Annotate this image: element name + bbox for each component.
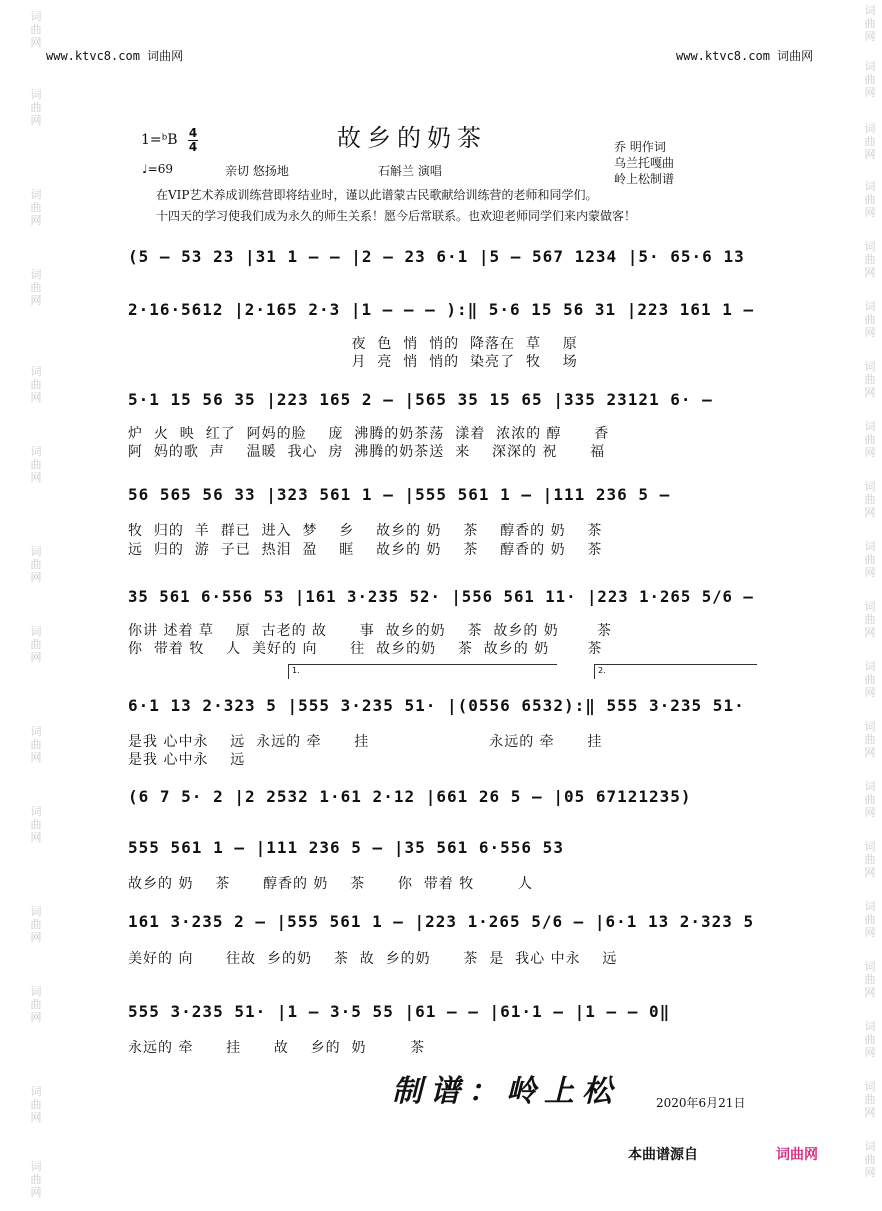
notation: 5·1 15 56 35 |223 165 2 – |565 35 15 65 |335 23121 6· – [128, 390, 713, 409]
watermark-text: 词 曲 网 [30, 805, 42, 844]
notation: (5 – 53 23 |31 1 – – |2 – 23 6·1 |5 – 567 1234 |5· 65·6 13 [128, 247, 745, 266]
lyric-line: 牧 归的 羊 群已 进入 梦 乡 故乡的 奶 茶 醇香的 奶 茶 [128, 523, 603, 539]
tempo-mark: ♩=69 [142, 162, 173, 176]
lyric-line: 永远的 牵 挂 故 乡的 奶 茶 [128, 1040, 426, 1056]
singer-credit: 石斛兰 演唱 [378, 164, 442, 178]
watermark-text: 词 曲 网 [864, 60, 876, 99]
notation: 2·16·5612 |2·165 2·3 |1 – – – ):‖ 5·6 15 56 31 |223 161 1 – [128, 300, 755, 319]
site-url-right[interactable]: www.ktvc8.com 词曲网 [676, 49, 814, 63]
song-title: 故乡的奶茶 [337, 124, 487, 152]
watermark-text: 词 曲 网 [30, 88, 42, 127]
score-line [128, 838, 754, 878]
watermark-text: 词 曲 网 [864, 4, 876, 43]
expression-mark: 亲切 悠扬地 [225, 164, 289, 178]
lyric-line: 你 带着 牧 人 美好的 向 往 故乡的奶 茶 故乡的 奶 茶 [128, 641, 603, 657]
notation: 555 561 1 – |111 236 5 – |35 561 6·556 53 [128, 838, 564, 857]
score-line [128, 485, 754, 525]
second-ending-label: 2. [598, 666, 606, 675]
lyric-line: 故乡的 奶 茶 醇香的 奶 茶 你 带着 牧 人 [128, 876, 533, 892]
watermark-text: 词 曲 网 [30, 725, 42, 764]
watermark-text: 词 曲 网 [864, 540, 876, 579]
watermark-text: 词 曲 网 [864, 122, 876, 161]
arranger-signature: 制谱：岭上松 [392, 1074, 620, 1109]
score-line [128, 696, 754, 736]
watermark-text: 词 曲 网 [864, 180, 876, 219]
watermark-text: 词 曲 网 [864, 840, 876, 879]
lyric-line: 是我 心中永 远 [128, 752, 246, 768]
site-url-left[interactable]: www.ktvc8.com 词曲网 [46, 49, 184, 63]
date-stamp: 2020年6月21日 [656, 1096, 746, 1110]
watermark-text: 词 曲 网 [864, 1080, 876, 1119]
watermark-text: 词 曲 网 [864, 1140, 876, 1179]
time-signature [188, 128, 198, 153]
watermark-text: 词 曲 网 [864, 960, 876, 999]
lyric-line: 阿 妈的歌 声 温暖 我心 房 沸腾的奶茶送 来 深深的 祝 福 [128, 444, 606, 460]
watermark-text: 词 曲 网 [864, 900, 876, 939]
arranger-credit: 岭上松制谱 [614, 172, 675, 186]
lyric-line: 夜 色 悄 悄的 降落在 草 原 [128, 336, 578, 352]
dedication-note: 在VIP艺术养成训练营即将结业时，谨以此谱蒙古民歌献给训练营的老师和同学们。 [156, 188, 598, 202]
watermark-text: 词 曲 网 [30, 1085, 42, 1124]
notation: 161 3·235 2 – |555 561 1 – |223 1·265 5/6 – |6·1 13 2·323 5 [128, 912, 755, 931]
watermark-strip-right [862, 0, 878, 1211]
watermark-text: 词 曲 网 [864, 720, 876, 759]
watermark-text: 词 曲 网 [864, 660, 876, 699]
source-link[interactable]: 词曲网 [776, 1147, 818, 1163]
watermark-text: 词 曲 网 [864, 480, 876, 519]
key-signature: 1=ᵇB [141, 132, 178, 148]
watermark-text: 词 曲 网 [30, 188, 42, 227]
notation: 56 565 56 33 |323 561 1 – |555 561 1 – |111 236 5 – [128, 485, 671, 504]
score-line [128, 247, 754, 287]
lyric-line: 炉 火 映 红了 阿妈的脸 庞 沸腾的奶茶荡 漾着 浓浓的 醇 香 [128, 426, 610, 442]
source-label: 本曲谱源自 [628, 1147, 698, 1163]
second-ending-bracket [594, 664, 757, 679]
dedication-note: 十四天的学习使我们成为永久的师生关系！愿今后常联系。也欢迎老师同学们来内蒙做客！ [156, 209, 637, 223]
lyricist-credit: 乔 明作词 [614, 140, 666, 154]
notation: 6·1 13 2·323 5 |555 3·235 51· |(0556 6532):‖ 555 3·235 51· [128, 696, 745, 715]
notation: 35 561 6·556 53 |161 3·235 52· |556 561 11· |223 1·265 5/6 – [128, 587, 754, 606]
lyric-line: 远 归的 游 子已 热泪 盈 眶 故乡的 奶 茶 醇香的 奶 茶 [128, 542, 603, 558]
meter-top: 4 [188, 126, 198, 140]
lyric-line: 你讲 述着 草 原 古老的 故 事 故乡的奶 茶 故乡的 奶 茶 [128, 623, 612, 639]
watermark-text: 词 曲 网 [30, 545, 42, 584]
watermark-text: 词 曲 网 [864, 420, 876, 459]
score-line [128, 912, 754, 952]
watermark-text: 词 曲 网 [30, 1160, 42, 1199]
notation: (6 7 5· 2 |2 2532 1·61 2·12 |661 26 5 – |05 67121235) [128, 787, 692, 806]
composer-credit: 乌兰托嘎曲 [614, 156, 675, 170]
watermark-text: 词 曲 网 [864, 300, 876, 339]
first-ending-label: 1. [292, 666, 300, 675]
watermark-text: 词 曲 网 [30, 10, 42, 49]
score-line [128, 787, 754, 827]
watermark-strip-left [28, 0, 44, 1211]
watermark-text: 词 曲 网 [30, 625, 42, 664]
lyric-line: 是我 心中永 远 永远的 牵 挂 永远的 牵 挂 [128, 734, 603, 750]
watermark-text: 词 曲 网 [864, 1020, 876, 1059]
score-line [128, 1002, 754, 1042]
lyric-line: 美好的 向 往故 乡的奶 茶 故 乡的奶 茶 是 我心 中永 远 [128, 951, 618, 967]
watermark-text: 词 曲 网 [30, 445, 42, 484]
notation: 555 3·235 51· |1 – 3·5 55 |61 – – |61·1 – |1 – – 0‖ [128, 1002, 671, 1021]
lyric-line: 月 亮 悄 悄的 染亮了 牧 场 [128, 354, 578, 370]
watermark-text: 词 曲 网 [864, 780, 876, 819]
meter-bottom: 4 [188, 140, 198, 154]
watermark-text: 词 曲 网 [30, 905, 42, 944]
watermark-text: 词 曲 网 [864, 240, 876, 279]
watermark-text: 词 曲 网 [30, 985, 42, 1024]
watermark-text: 词 曲 网 [30, 268, 42, 307]
watermark-text: 词 曲 网 [864, 600, 876, 639]
watermark-text: 词 曲 网 [864, 360, 876, 399]
first-ending-bracket [288, 664, 557, 679]
watermark-text: 词 曲 网 [30, 365, 42, 404]
